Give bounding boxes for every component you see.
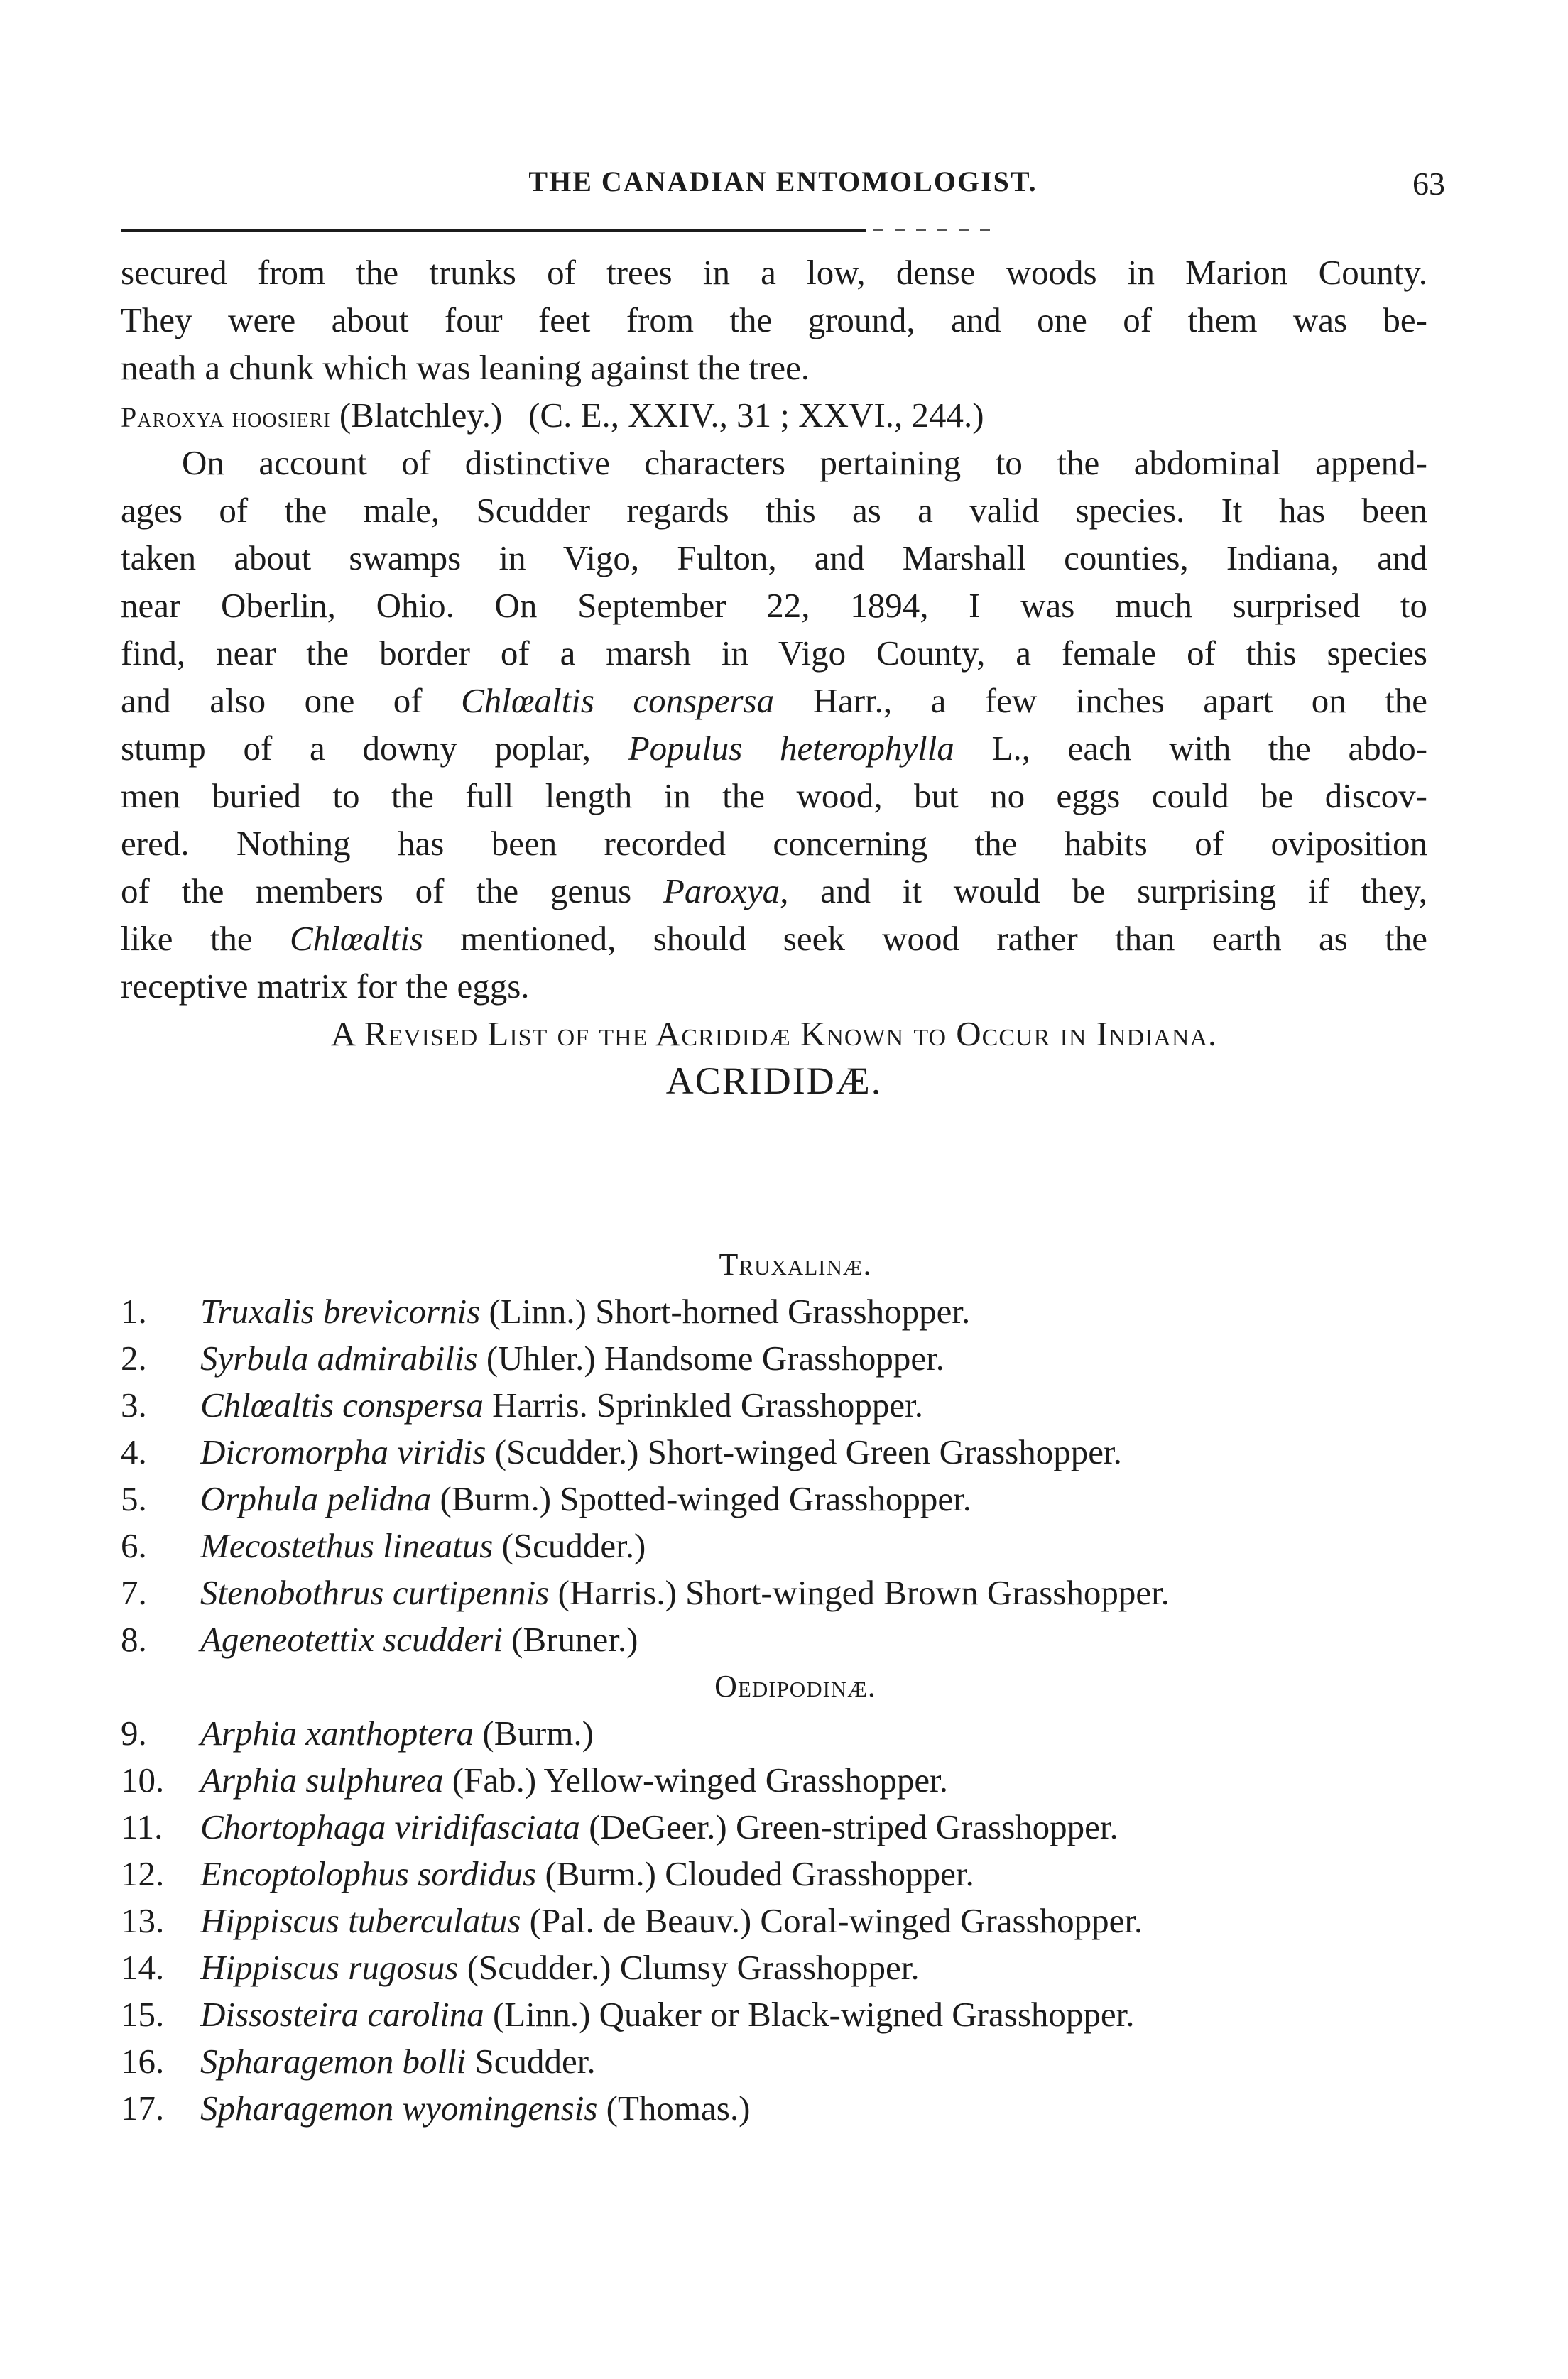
species-entry — [121, 391, 1427, 439]
list-item — [121, 1944, 1470, 1991]
item-number: 12. — [121, 1854, 165, 1893]
text-run: like the — [121, 919, 253, 958]
text-line: neath a chunk which was leaning against the tree. — [121, 348, 810, 387]
item-number: 14. — [121, 1948, 165, 1987]
list-item — [121, 1757, 1470, 1804]
item-number: 16. — [121, 2042, 165, 2081]
species-name: Populus heterophylla — [628, 729, 954, 768]
item-detail: (DeGeer.) Green-striped Grasshopper. — [589, 1807, 1118, 1846]
text-line — [121, 724, 1427, 772]
list-item — [121, 1710, 1470, 1757]
item-detail: (Harris.) Short-winged Brown Grasshopper. — [557, 1573, 1170, 1612]
item-detail: (Burm.) Spotted-winged Grasshopper. — [440, 1479, 972, 1518]
item-detail: (Uhler.) Handsome Grasshopper. — [486, 1339, 944, 1378]
text-run: Harr., a few inches apart on the — [812, 681, 1428, 720]
body-text — [121, 249, 1427, 1105]
species-name: Encoptolophus sordidus — [200, 1854, 537, 1893]
item-number: 4. — [121, 1432, 147, 1471]
species-name: Dicromorpha viridis — [200, 1432, 486, 1471]
item-detail: (Linn.) Short-horned Grasshopper. — [489, 1292, 971, 1331]
text-run: and it would be surprising if they, — [820, 871, 1428, 910]
item-number: 11. — [121, 1807, 163, 1846]
text-line — [121, 915, 1427, 962]
item-detail: (Scudder.) — [501, 1526, 646, 1565]
subfamily-heading-oedipodinae: Oedipodinæ. — [714, 1669, 876, 1704]
item-number: 3. — [121, 1386, 147, 1425]
list-item — [121, 1616, 1470, 1663]
list-item — [121, 1476, 1470, 1523]
text-line — [121, 677, 1427, 724]
item-number: 8. — [121, 1620, 147, 1659]
subfamily-heading-truxalinae: Truxalinæ. — [719, 1247, 872, 1282]
text-line: On account of distinctive characters pertaining to the abdominal append- — [182, 443, 1427, 482]
text-run: mentioned, should seek wood rather than earth as the — [460, 919, 1428, 958]
list-item — [121, 2038, 1470, 2085]
running-head — [121, 165, 1445, 207]
item-number: 10. — [121, 1760, 165, 1800]
species-list-truxalinae — [121, 1241, 1470, 1663]
item-number: 13. — [121, 1901, 165, 1940]
item-detail: (Pal. de Beauv.) Coral-winged Grasshopper. — [529, 1901, 1143, 1940]
species-list-oedipodinae — [121, 1663, 1470, 2132]
species-name: Hippiscus tuberculatus — [200, 1901, 521, 1940]
list-item — [121, 2085, 1470, 2132]
species-name: Chlœaltis conspersa — [200, 1386, 484, 1425]
item-detail: (Linn.) Quaker or Black-wigned Grasshopper. — [492, 1995, 1135, 2034]
species-name: Spharagemon bolli — [200, 2042, 467, 2081]
text-run: L., each with the abdo- — [991, 729, 1428, 768]
list-heading: A Revised List of the Acrididæ Known to Occur in Indiana. — [330, 1014, 1218, 1053]
species-name: Syrbula admirabilis — [200, 1339, 478, 1378]
genus-name: Paroxya, — [663, 871, 789, 910]
species-name: Hippiscus rugosus — [200, 1948, 459, 1987]
species-name: Arphia xanthoptera — [200, 1714, 474, 1753]
list-item — [121, 1851, 1470, 1898]
text-run: stump of a downy poplar, — [121, 729, 591, 768]
list-item — [121, 1523, 1470, 1569]
species-name: Orphula pelidna — [200, 1479, 432, 1518]
species-entry-author: (Blatchley.) — [339, 396, 503, 435]
item-detail: Scudder. — [474, 2042, 596, 2081]
list-item — [121, 1991, 1470, 2038]
item-number: 2. — [121, 1339, 147, 1378]
species-name: Stenobothrus curtipennis — [200, 1573, 550, 1612]
text-run: and also one of — [121, 681, 423, 720]
genus-name: Chlœaltis — [290, 919, 423, 958]
journal-title: THE CANADIAN ENTOMOLOGIST. — [528, 165, 1038, 197]
text-line: near Oberlin, Ohio. On September 22, 1894, I was much surprised to — [121, 586, 1427, 625]
species-name: Dissosteira carolina — [200, 1995, 484, 2034]
item-detail: (Burm.) — [482, 1714, 594, 1753]
item-detail: (Thomas.) — [606, 2089, 751, 2128]
family-heading: ACRIDIDÆ. — [665, 1060, 883, 1102]
text-line: taken about swamps in Vigo, Fulton, and Marshall counties, Indiana, and — [121, 538, 1427, 577]
list-item — [121, 1429, 1470, 1476]
header-rule — [121, 229, 866, 232]
species-entry-name: Paroxya hoosieri — [121, 401, 331, 433]
item-number: 9. — [121, 1714, 147, 1753]
text-run: of the members of the genus — [121, 871, 632, 910]
item-detail: (Scudder.) Short-winged Green Grasshopper. — [494, 1432, 1122, 1471]
item-detail: (Scudder.) Clumsy Grasshopper. — [467, 1948, 920, 1987]
item-number: 1. — [121, 1292, 147, 1331]
species-name: Ageneotettix scudderi — [200, 1620, 503, 1659]
list-item — [121, 1569, 1470, 1616]
list-item — [121, 1288, 1470, 1335]
header-rule-dashed — [873, 229, 994, 231]
list-item — [121, 1804, 1470, 1851]
text-line: men buried to the full length in the wood, but no eggs could be discov- — [121, 776, 1427, 815]
item-detail: (Fab.) Yellow-winged Grasshopper. — [452, 1760, 948, 1800]
species-entry-reference: (C. E., XXIV., 31 ; XXVI., 244.) — [528, 396, 984, 435]
text-line — [121, 867, 1427, 915]
text-line: receptive matrix for the eggs. — [121, 967, 530, 1006]
text-line: They were about four feet from the ground, and one of them was be- — [121, 300, 1427, 339]
text-line: ered. Nothing has been recorded concerning the habits of oviposition — [121, 824, 1427, 863]
text-line: ages of the male, Scudder regards this as a valid species. It has been — [121, 491, 1427, 530]
item-detail: Harris. Sprinkled Grasshopper. — [492, 1386, 924, 1425]
species-name: Mecostethus lineatus — [200, 1526, 494, 1565]
list-item — [121, 1335, 1470, 1382]
item-detail: (Burm.) Clouded Grasshopper. — [545, 1854, 974, 1893]
item-number: 5. — [121, 1479, 147, 1518]
text-line: find, near the border of a marsh in Vigo County, a female of this species — [121, 633, 1427, 673]
text-line: secured from the trunks of trees in a low, dense woods in Marion County. — [121, 253, 1427, 292]
list-item — [121, 1898, 1470, 1944]
list-item — [121, 1382, 1470, 1429]
page-number: 63 — [1412, 165, 1445, 202]
item-number: 7. — [121, 1573, 147, 1612]
species-name: Truxalis brevicornis — [200, 1292, 481, 1331]
species-name: Spharagemon wyomingensis — [200, 2089, 598, 2128]
species-name: Chlœaltis conspersa — [461, 681, 775, 720]
item-detail: (Bruner.) — [511, 1620, 638, 1659]
species-name: Chortophaga viridifasciata — [200, 1807, 580, 1846]
item-number: 15. — [121, 1995, 165, 2034]
item-number: 6. — [121, 1526, 147, 1565]
item-number: 17. — [121, 2089, 165, 2128]
species-name: Arphia sulphurea — [200, 1760, 444, 1800]
